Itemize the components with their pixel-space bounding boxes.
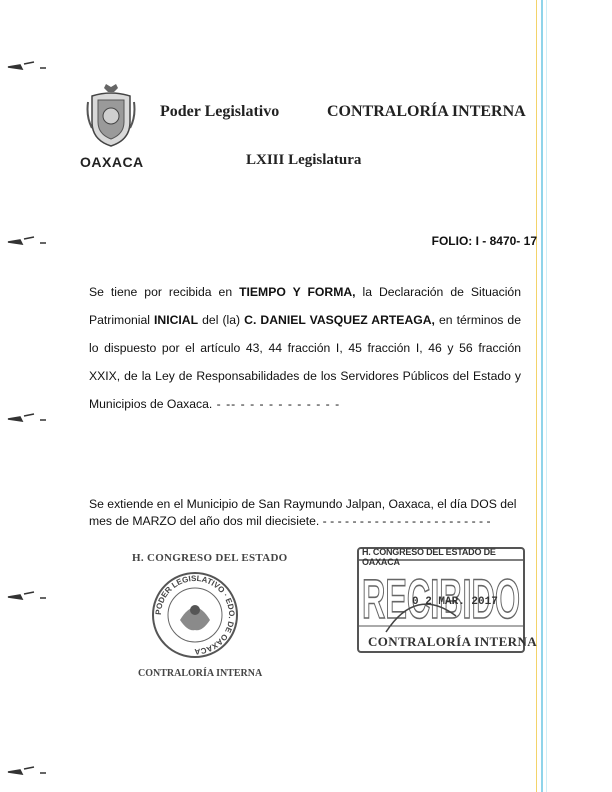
body-paragraph — [89, 278, 521, 418]
closing-paragraph: Se extiende en el Municipio de San Raymundo Jalpan, Oaxaca, el día DOS del mes de MARZO del año dos mil diecisiete. - - - - - - - - - - - - - - - - - - - - - - - — [89, 497, 517, 528]
binder-hole-mark — [6, 412, 50, 426]
body-bold-text: INICIAL — [154, 313, 199, 327]
folio-number: FOLIO: I - 8470- 17 — [431, 234, 537, 248]
body-bold-text: TIEMPO Y FORMA, — [239, 285, 356, 299]
seal-left-footer: CONTRALORÍA INTERNA — [138, 668, 263, 679]
seal-left-title: H. CONGRESO DEL ESTADO — [132, 552, 288, 564]
header-right-title: CONTRALORÍA INTERNA — [327, 103, 526, 120]
binder-hole-mark — [6, 765, 50, 779]
scan-edge-line — [536, 0, 537, 792]
fill-dashes: - -- - - - - - - - - - - - — [212, 397, 341, 411]
body-text: del (la) — [198, 313, 245, 327]
declarant-name: C. DANIEL VASQUEZ ARTEAGA, — [244, 313, 435, 327]
stamp-date: 0 2 MAR. 2017 — [412, 596, 498, 608]
legislature-title: LXIII Legislatura — [246, 152, 362, 168]
stamp-header: H. CONGRESO DEL ESTADO DE OAXACA — [362, 547, 496, 567]
seal-ring-text: PODER LEGISLATIVO · EDO. DE OAXACA — [153, 573, 237, 657]
body-text: en términos de lo dispuesto por el artículo 43, 44 fracción I, 45 fracción I, 46 y 56 fracción XXIX, de la Ley de Responsabilidades de los Servidores Públicos del Estado y Municipios de Oaxaca. — [89, 313, 521, 411]
header-left-title: Poder Legislativo — [160, 103, 280, 120]
stamp-footer: CONTRALORÍA INTERNA — [368, 634, 538, 649]
binder-hole-mark — [6, 60, 50, 74]
scan-edge-line — [546, 0, 547, 792]
oaxaca-coat-of-arms-icon — [86, 82, 136, 148]
scan-edge-line — [541, 0, 543, 792]
state-name: OAXACA — [80, 154, 144, 170]
binder-hole-mark — [6, 235, 50, 249]
body-text: Se tiene por recibida en — [89, 285, 240, 299]
stamp-big-word: RECIBIDO — [362, 567, 520, 630]
body-text: la Declaración de Situación Patrimonial — [89, 285, 521, 327]
binder-hole-mark — [6, 590, 50, 604]
congress-seal-icon — [150, 570, 240, 660]
